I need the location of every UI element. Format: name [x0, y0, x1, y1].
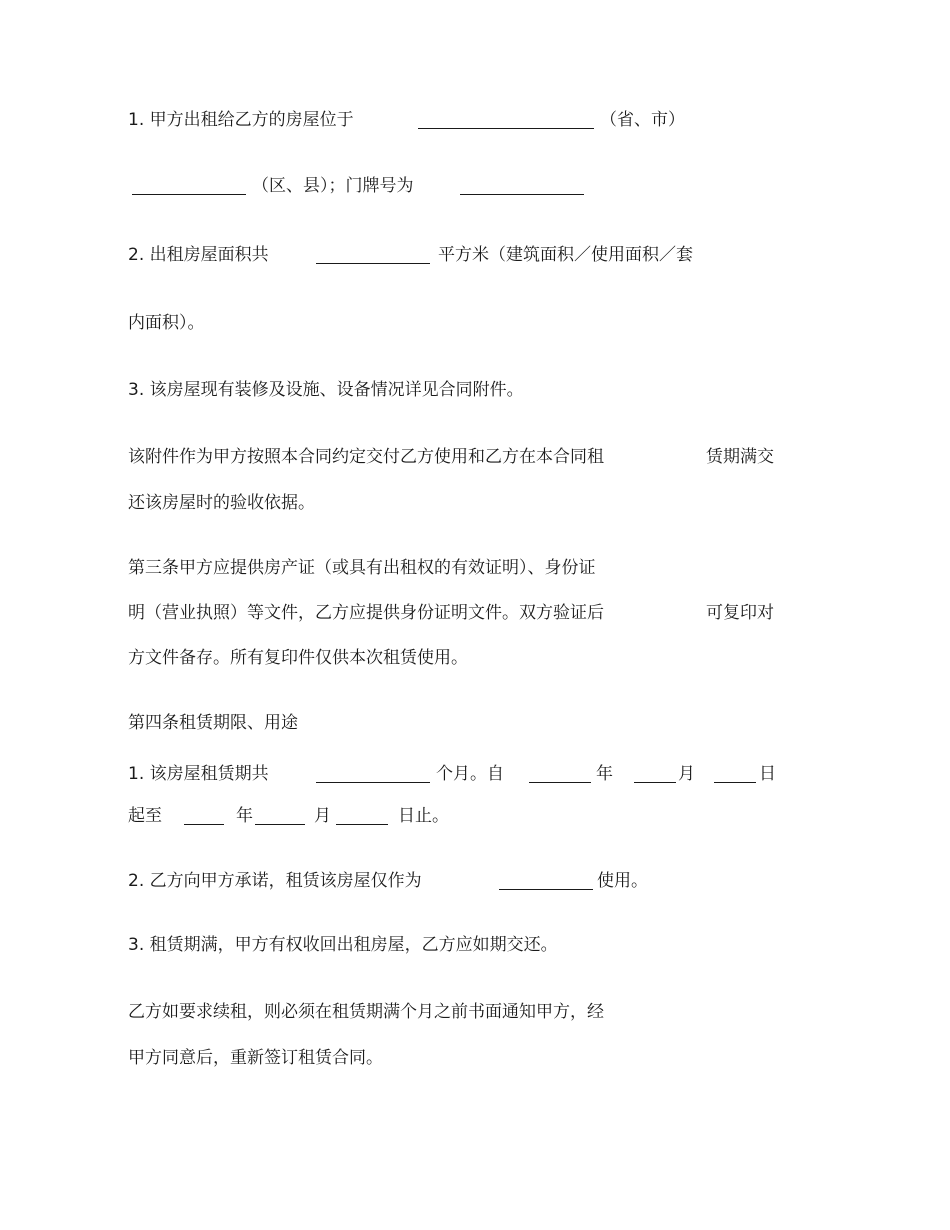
end-year-label: 年	[236, 806, 253, 826]
annex-paragraph-line-1-tail: 赁期满交	[706, 447, 774, 467]
usage-suffix: 使用。	[597, 871, 648, 891]
district-county-blank[interactable]	[132, 194, 246, 195]
area-unit-text: 平方米（建筑面积／使用面积／套	[438, 245, 693, 265]
start-day-label: 日	[759, 764, 776, 784]
start-year-label: 年	[596, 764, 613, 784]
start-month-label: 月	[678, 764, 695, 784]
annex-paragraph-line-1: 该附件作为甲方按照本合同约定交付乙方使用和乙方在本合同租	[128, 447, 604, 467]
article-4-heading: 第四条租赁期限、用途	[128, 713, 298, 733]
end-month-blank[interactable]	[255, 824, 305, 825]
start-year-blank[interactable]	[529, 782, 591, 783]
article-3-line-1: 第三条甲方应提供房产证（或具有出租权的有效证明）、身份证	[128, 558, 596, 578]
usage-blank[interactable]	[499, 889, 593, 890]
end-date-prefix: 起至	[128, 806, 162, 826]
usage-label: 2. 乙方向甲方承诺，租赁该房屋仅作为	[128, 871, 422, 891]
article-3-line-2: 明（营业执照）等文件，乙方应提供身份证明文件。双方验证后	[128, 603, 604, 623]
start-month-blank[interactable]	[634, 782, 676, 783]
renewal-paragraph-line-1: 乙方如要求续租，则必须在租赁期满个月之前书面通知甲方，经	[128, 1002, 604, 1022]
renewal-paragraph-line-2: 甲方同意后，重新签订租赁合同。	[128, 1048, 383, 1068]
annex-paragraph-line-2: 还该房屋时的验收依据。	[128, 493, 315, 513]
area-blank[interactable]	[316, 263, 430, 264]
end-day-blank[interactable]	[336, 824, 388, 825]
end-year-blank[interactable]	[184, 824, 224, 825]
province-city-blank[interactable]	[418, 128, 594, 129]
district-house-number-label: （区、县）；门牌号为	[252, 176, 414, 196]
lease-months-blank[interactable]	[316, 782, 430, 783]
province-city-suffix: （省、市）	[600, 110, 685, 130]
area-unit-text-cont: 内面积）。	[128, 313, 205, 333]
lease-months-suffix: 个月。自	[436, 764, 504, 784]
end-day-label: 日止。	[398, 806, 449, 826]
article-3-line-3: 方文件备存。所有复印件仅供本次租赁使用。	[128, 648, 468, 668]
article-3-line-2-tail: 可复印对	[706, 603, 774, 623]
lease-term-label: 1. 该房屋租赁期共	[128, 764, 269, 784]
clause-3-facilities: 3. 该房屋现有装修及设施、设备情况详见合同附件。	[128, 380, 524, 400]
start-day-blank[interactable]	[714, 782, 756, 783]
clause-2-area-label: 2. 出租房屋面积共	[128, 245, 269, 265]
house-number-blank[interactable]	[460, 194, 584, 195]
end-month-label: 月	[314, 806, 331, 826]
lease-expiry-clause: 3. 租赁期满，甲方有权收回出租房屋，乙方应如期交还。	[128, 935, 558, 955]
clause-1-location-label: 1. 甲方出租给乙方的房屋位于	[128, 110, 354, 130]
